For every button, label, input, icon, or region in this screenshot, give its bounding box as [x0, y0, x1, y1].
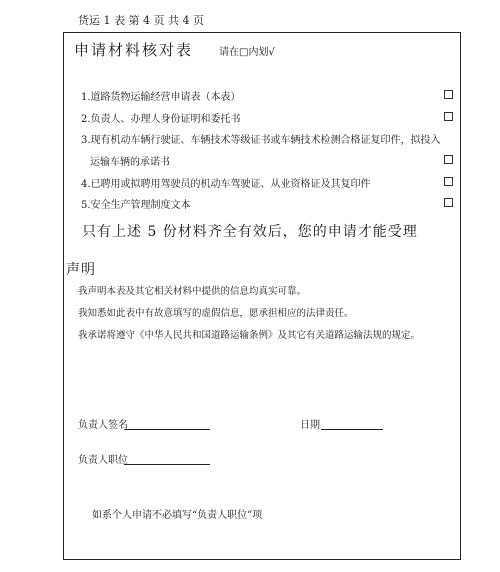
title-row — [74, 39, 275, 60]
checklist-item-1: 1.道路货物运输经营申请表（本表） — [81, 92, 241, 103]
checklist-item-5: 5.安全生产管理制度文本 — [81, 200, 191, 211]
position-footnote: 如系个人申请不必填写“负责人职位”项 — [92, 510, 263, 521]
checklist-form — [63, 32, 461, 560]
signature-label: 负责人签名 — [78, 420, 128, 431]
checklist-item-3: 3.现有机动车辆行驶证、车辆技术等级证书或车辆技术检测合格证复印件，拟投入 — [81, 135, 441, 146]
position-label: 负责人职位 — [78, 455, 128, 466]
declaration-line-3: 我承诺将遵守《中华人民共和国道路运输条例》及其它有关道路运输法规的规定。 — [78, 330, 421, 341]
completeness-notice: 只有上述 5 份材料齐全有效后，您的申请才能受理 — [82, 224, 418, 240]
check-instruction: 请在□内划√ — [219, 47, 275, 58]
checkbox-item-1[interactable] — [444, 90, 453, 99]
checklist-item-3-continued: 运输车辆的承诺书 — [90, 157, 170, 168]
checklist-item-4: 4.已聘用或拟聘用驾驶员的机动车驾驶证、从业资格证及其复印件 — [81, 179, 371, 190]
checkbox-item-4[interactable] — [444, 177, 453, 186]
checkbox-item-5[interactable] — [444, 198, 453, 207]
checkbox-item-3[interactable] — [444, 155, 453, 164]
signature-field[interactable] — [124, 429, 210, 430]
checkbox-item-2[interactable] — [444, 112, 453, 121]
page-number-header: 货运 1 表 第 4 页 共 4 页 — [78, 14, 204, 27]
position-field[interactable] — [124, 464, 210, 465]
checklist-item-2: 2.负责人、办理人身份证明和委托书 — [81, 114, 241, 125]
declaration-line-1: 我声明本表及其它相关材料中提供的信息均真实可靠。 — [78, 286, 307, 297]
date-label: 日期 — [300, 420, 320, 431]
declaration-line-2: 我知悉如此表中有故意填写的虚假信息，愿承担相应的法律责任。 — [78, 308, 354, 319]
form-title: 申请材料核对表 — [74, 41, 194, 59]
declaration-heading: 声明 — [66, 262, 96, 278]
date-field[interactable] — [321, 429, 383, 430]
